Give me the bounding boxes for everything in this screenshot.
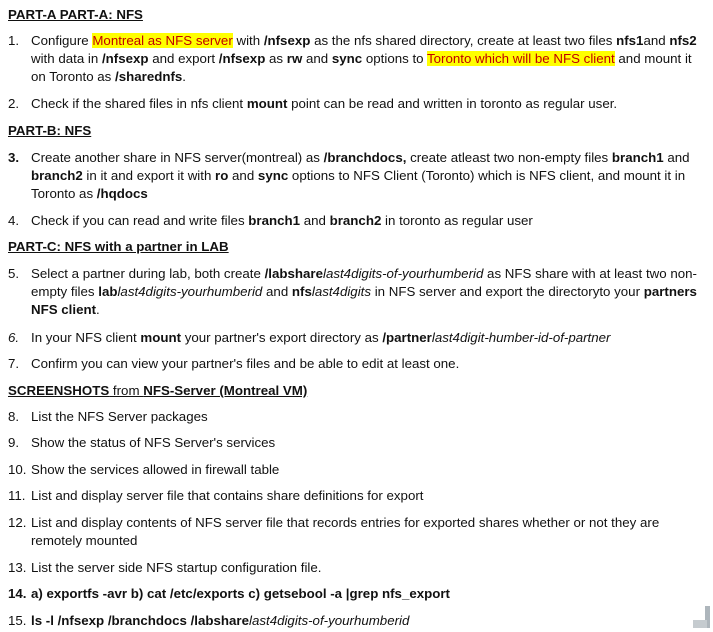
- list-item-7: [8, 355, 699, 373]
- item-text: ls -l /nfsexp /branchdocs /labsharelast4digits-of-yourhumberid: [31, 613, 410, 628]
- item-text: List the server side NFS startup configuration file.: [31, 560, 322, 575]
- list-item-1: [8, 32, 699, 86]
- part-b-heading: PART-B: NFS: [8, 123, 92, 138]
- item-number: 8.: [8, 409, 20, 424]
- item-number: 2.: [8, 96, 20, 111]
- item-text: Create another share in NFS server(montreal) as /branchdocs, create atleast two non-empty files branch1 and branch2 in it and export it with ro and sync options to NFS Client (Toronto) which is NFS client, and mount it in Toronto as /hqdocs: [31, 150, 690, 201]
- item-text: In your NFS client mount your partner's export directory as /partnerlast4digit-humber-id-of-partner: [31, 330, 611, 345]
- list-item-13: [8, 559, 699, 577]
- list-item-8: [8, 408, 699, 426]
- highlight: Montreal as NFS server: [92, 33, 233, 48]
- item-number: 10.: [8, 462, 27, 477]
- item-number: 6.: [8, 330, 20, 345]
- item-text: Show the services allowed in firewall table: [31, 462, 280, 477]
- item-text: List and display server file that contains share definitions for export: [31, 488, 424, 503]
- item-number: 4.: [8, 213, 20, 228]
- item-text: Confirm you can view your partner's files and be able to edit at least one.: [31, 356, 460, 371]
- item-number: 7.: [8, 356, 20, 371]
- item-text: List and display contents of NFS server file that records entries for exported shares whether or not they are remotely mounted: [31, 515, 660, 548]
- item-number: 12.: [8, 515, 27, 530]
- list-item-14: [8, 585, 699, 603]
- item-number: 14.: [8, 586, 27, 601]
- list-item-9: [8, 434, 699, 452]
- item-number: 11.: [8, 488, 26, 503]
- list-item-15: [8, 612, 699, 630]
- list-item-4: [8, 212, 699, 230]
- item-number: 5.: [8, 266, 20, 281]
- item-text: Check if the shared files in nfs client mount point can be read and written in toronto as regular user.: [31, 96, 618, 111]
- item-text: Configure Montreal as NFS server with /nfsexp as the nfs shared directory, create at least two files nfs1and nfs2 with data in /nfsexp and export /nfsexp as rw and sync options to Toronto which will be NFS client and mount it on Toronto as /sharednfs.: [31, 33, 697, 84]
- item-number: 13.: [8, 560, 27, 575]
- list-item-12: [8, 514, 699, 550]
- item-number: 3.: [8, 150, 20, 165]
- item-number: 1.: [8, 33, 20, 48]
- part-c-heading: PART-C: NFS with a partner in LAB: [8, 239, 229, 254]
- watermark-corner-icon: [687, 604, 713, 628]
- item-text: Show the status of NFS Server's services: [31, 435, 276, 450]
- list-item-2: [8, 95, 699, 113]
- list-item-10: [8, 461, 699, 479]
- highlight: Toronto which will be NFS client: [427, 51, 615, 66]
- screenshots-heading: SCREENSHOTS from NFS-Server (Montreal VM): [8, 383, 308, 398]
- item-text: List the NFS Server packages: [31, 409, 208, 424]
- list-item-5: [8, 265, 699, 319]
- part-a-heading: PART-A PART-A: NFS: [8, 7, 143, 22]
- item-text: Check if you can read and write files branch1 and branch2 in toronto as regular user: [31, 213, 533, 228]
- item-number: 15.: [8, 613, 27, 628]
- list-item-3: [8, 149, 699, 203]
- list-item-11: [8, 487, 699, 505]
- item-text: Select a partner during lab, both create /labsharelast4digits-of-yourhumberid as NFS share with at least two non-empty files lablast4digits-yourhumberid and nfslast4digits in NFS server and export the directoryto your partners NFS client.: [31, 266, 697, 317]
- item-number: 9.: [8, 435, 20, 450]
- item-text: a) exportfs -avr b) cat /etc/exports c) getsebool -a |grep nfs_export: [31, 586, 450, 601]
- list-item-6: [8, 329, 699, 347]
